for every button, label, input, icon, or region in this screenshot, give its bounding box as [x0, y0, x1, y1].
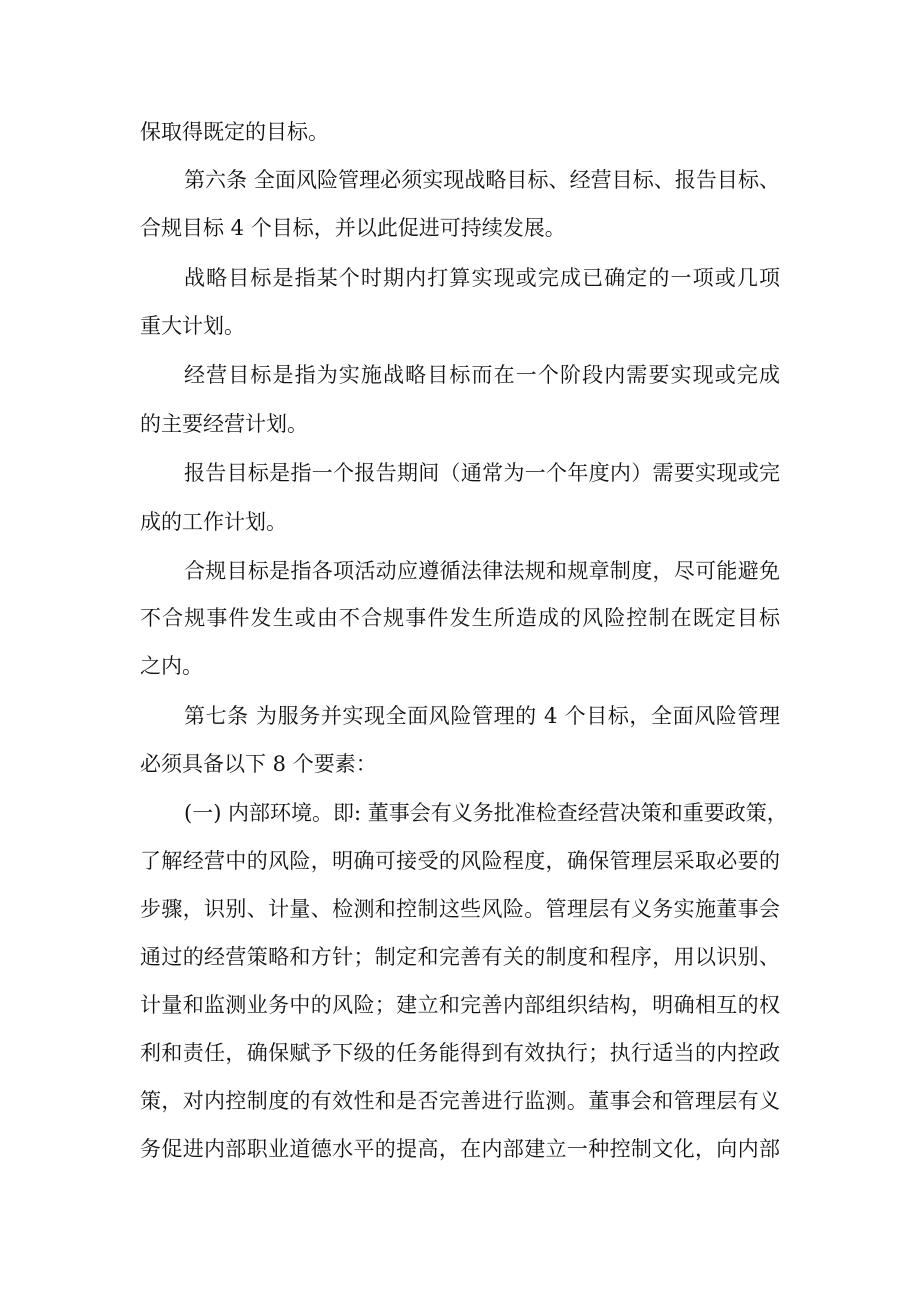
text-line-10: 合规目标是指各项活动应遵循法律法规和规章制度，尽可能避免 — [184, 559, 780, 583]
text-line-15: (一) 内部环境。即: 董事会有义务批准检查经营决策和重要政策， — [184, 801, 788, 825]
text-line-8: 报告目标是指一个报告期间（通常为一个年度内）需要实现或完 — [184, 461, 780, 485]
text-line-22: 务促进内部职业道德水平的提高，在内部建立一种控制文化，向内部 — [140, 1137, 780, 1161]
text-line-17: 步骤，识别、计量、检测和控制这些风险。管理层有义务实施董事会 — [140, 897, 780, 921]
text-line-19: 计量和监测业务中的风险；建立和完善内部组织结构，明确相互的权 — [140, 993, 780, 1017]
text-line-13: 第七条 为服务并实现全面风险管理的 4 个目标，全面风险管理 — [184, 704, 780, 728]
text-line-4: 战略目标是指某个时期内打算实现或完成已确定的一项或几项 — [184, 266, 780, 290]
text-line-2: 第六条 全面风险管理必须实现战略目标、经营目标、报告目标、 — [184, 168, 780, 192]
text-line-21: 策，对内控制度的有效性和是否完善进行监测。董事会和管理层有义 — [140, 1089, 780, 1113]
text-line-18: 通过的经营策略和方针；制定和完善有关的制度和程序，用以识别、 — [140, 945, 780, 969]
text-line-5: 重大计划。 — [140, 314, 245, 338]
text-line-14: 必须具备以下 8 个要素： — [140, 752, 377, 776]
text-line-16: 了解经营中的风险，明确可接受的风险程度，确保管理层采取必要的 — [140, 849, 780, 873]
text-line-9: 成的工作计划。 — [140, 510, 287, 534]
text-line-11: 不合规事件发生或由不合规事件发生所造成的风险控制在既定目标 — [140, 606, 780, 630]
text-line-20: 利和责任，确保赋予下级的任务能得到有效执行；执行适当的内控政 — [140, 1041, 780, 1065]
text-line-3: 合规目标 4 个目标，并以此促进可持续发展。 — [140, 216, 566, 240]
text-line-1: 保取得既定的目标。 — [140, 120, 329, 144]
text-line-6: 经营目标是指为实施战略目标而在一个阶段内需要实现或完成 — [184, 363, 780, 387]
text-line-7: 的主要经营计划。 — [140, 412, 308, 436]
text-line-12: 之内。 — [140, 654, 203, 678]
